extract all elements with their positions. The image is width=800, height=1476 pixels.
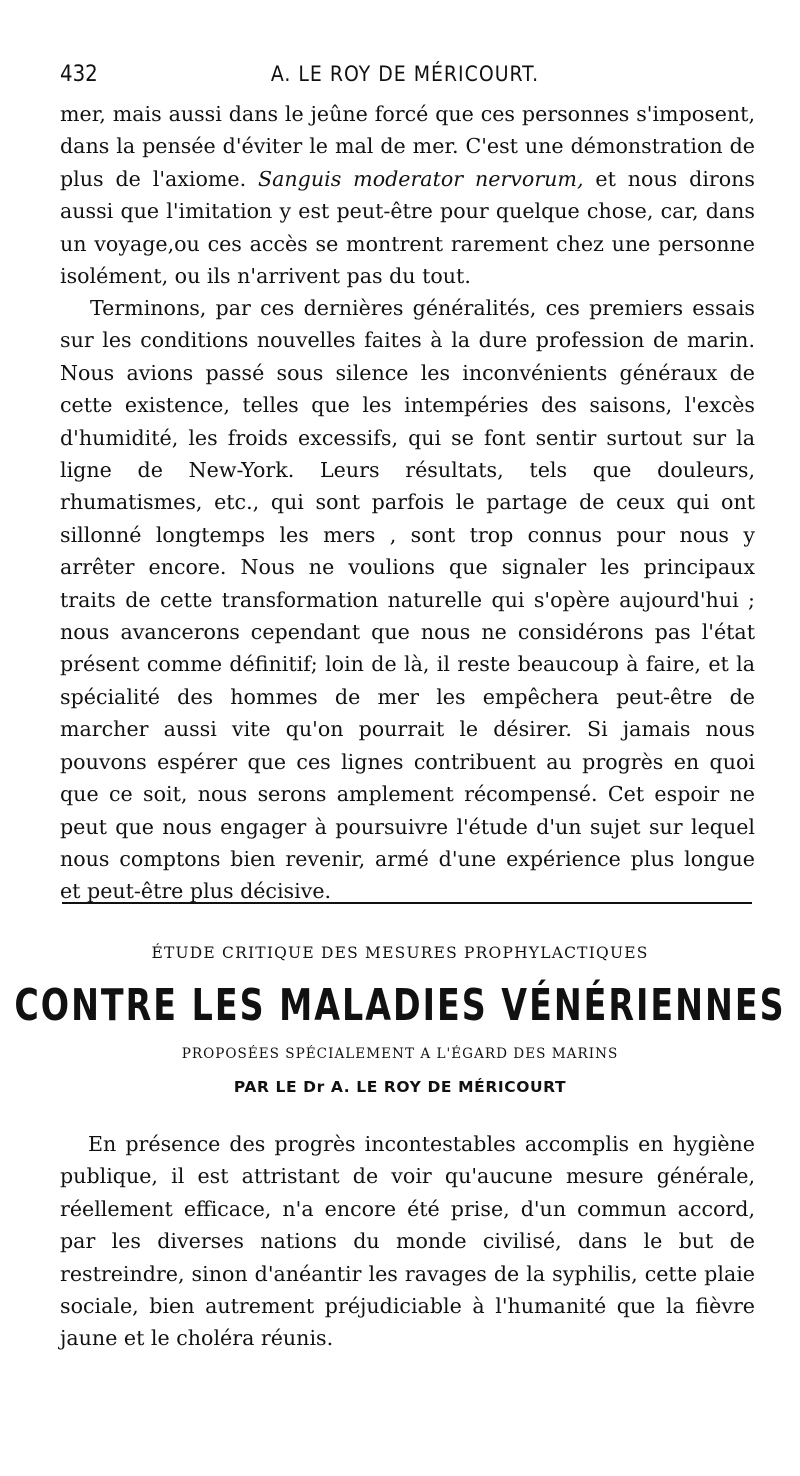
paragraph-text: et nous dirons aussi que l'imitation y est peut-être pour quelque chose, car, dans un voyage,ou ces accès se montrent rarement chez une personne isolément, ou ils n'arrivent pas du tout. [60, 166, 755, 289]
latin-axiom: Sanguis moderator nervorum, [258, 166, 584, 191]
article-byline: PAR LE Dr A. LE ROY DE MÉRICOURT [233, 1078, 567, 1096]
section-divider [62, 902, 752, 904]
article-kicker: ÉTUDE CRITIQUE DES MESURES PROPHYLACTIQUES [151, 944, 649, 962]
paragraph-intro: En présence des progrès incontestables accomplis en hygiène publique, il est attristant de voir qu'aucune mesure générale, réellement efficace, n'a encore été prise, d'un commun accord, par les diverses nations du monde civilisé, dans le but de restreindre, sinon d'anéantir les ravages de la syphilis, cette plaie sociale, bien autrement préjudiciable à l'humanité que la fièvre jaune et le choléra réunis. [60, 1132, 755, 1351]
running-head: A. LE ROY DE MÉRICOURT. [270, 62, 540, 86]
paragraph-conclusion: Terminons, par ces dernières généralités, ces premiers essais sur les conditions nouvelles faites à la dure profession de marin. Nous avions passé sous silence les inconvénients généraux de cette existence, telles que les intempéries des saisons, l'excès d'humidité, les froids excessifs, qui se font sentir surtout sur la ligne de New-York. Leurs résultats, tels que douleurs, rhumatismes, etc., qui sont parfois le partage de ceux qui ont sillonné longtemps les mers , sont trop connus pour nous y arrêter encore. Nous ne voulions que signaler les principaux traits de cette transformation naturelle qui s'opère aujourd'hui ; nous avancerons cependant que nous ne considérons pas l'état présent comme définitif; loin de là, il reste beaucoup à faire, et la spécialité des hommes de mer les empêchera peut-être de marcher aussi vite qu'on pourrait le désirer. Si jamais nous pouvons espérer que ces lignes contribuent au progrès en quoi que ce soit, nous serons amplement récompensé. Cet espoir ne peut que nous engager à poursuivre l'étude d'un sujet sur lequel nous comptons bien revenir, armé d'une expérience plus longue et peut-être plus décisive. [60, 296, 755, 904]
paragraph-continuation [60, 98, 755, 292]
article-title: CONTRE LES MALADIES VÉNÉRIENNES [14, 980, 786, 1031]
paragraph-text: mer, mais aussi dans le jeûne forcé que ces personnes s'imposent, dans la pensée d'éviter le mal de mer. C'est une démonstration de plus de l'axiome. [60, 102, 755, 191]
page-header [60, 60, 750, 90]
page-number: 432 [60, 62, 98, 87]
article-subtitle: PROPOSÉES SPÉCIALEMENT A L'ÉGARD DES MARINS [181, 1046, 619, 1062]
